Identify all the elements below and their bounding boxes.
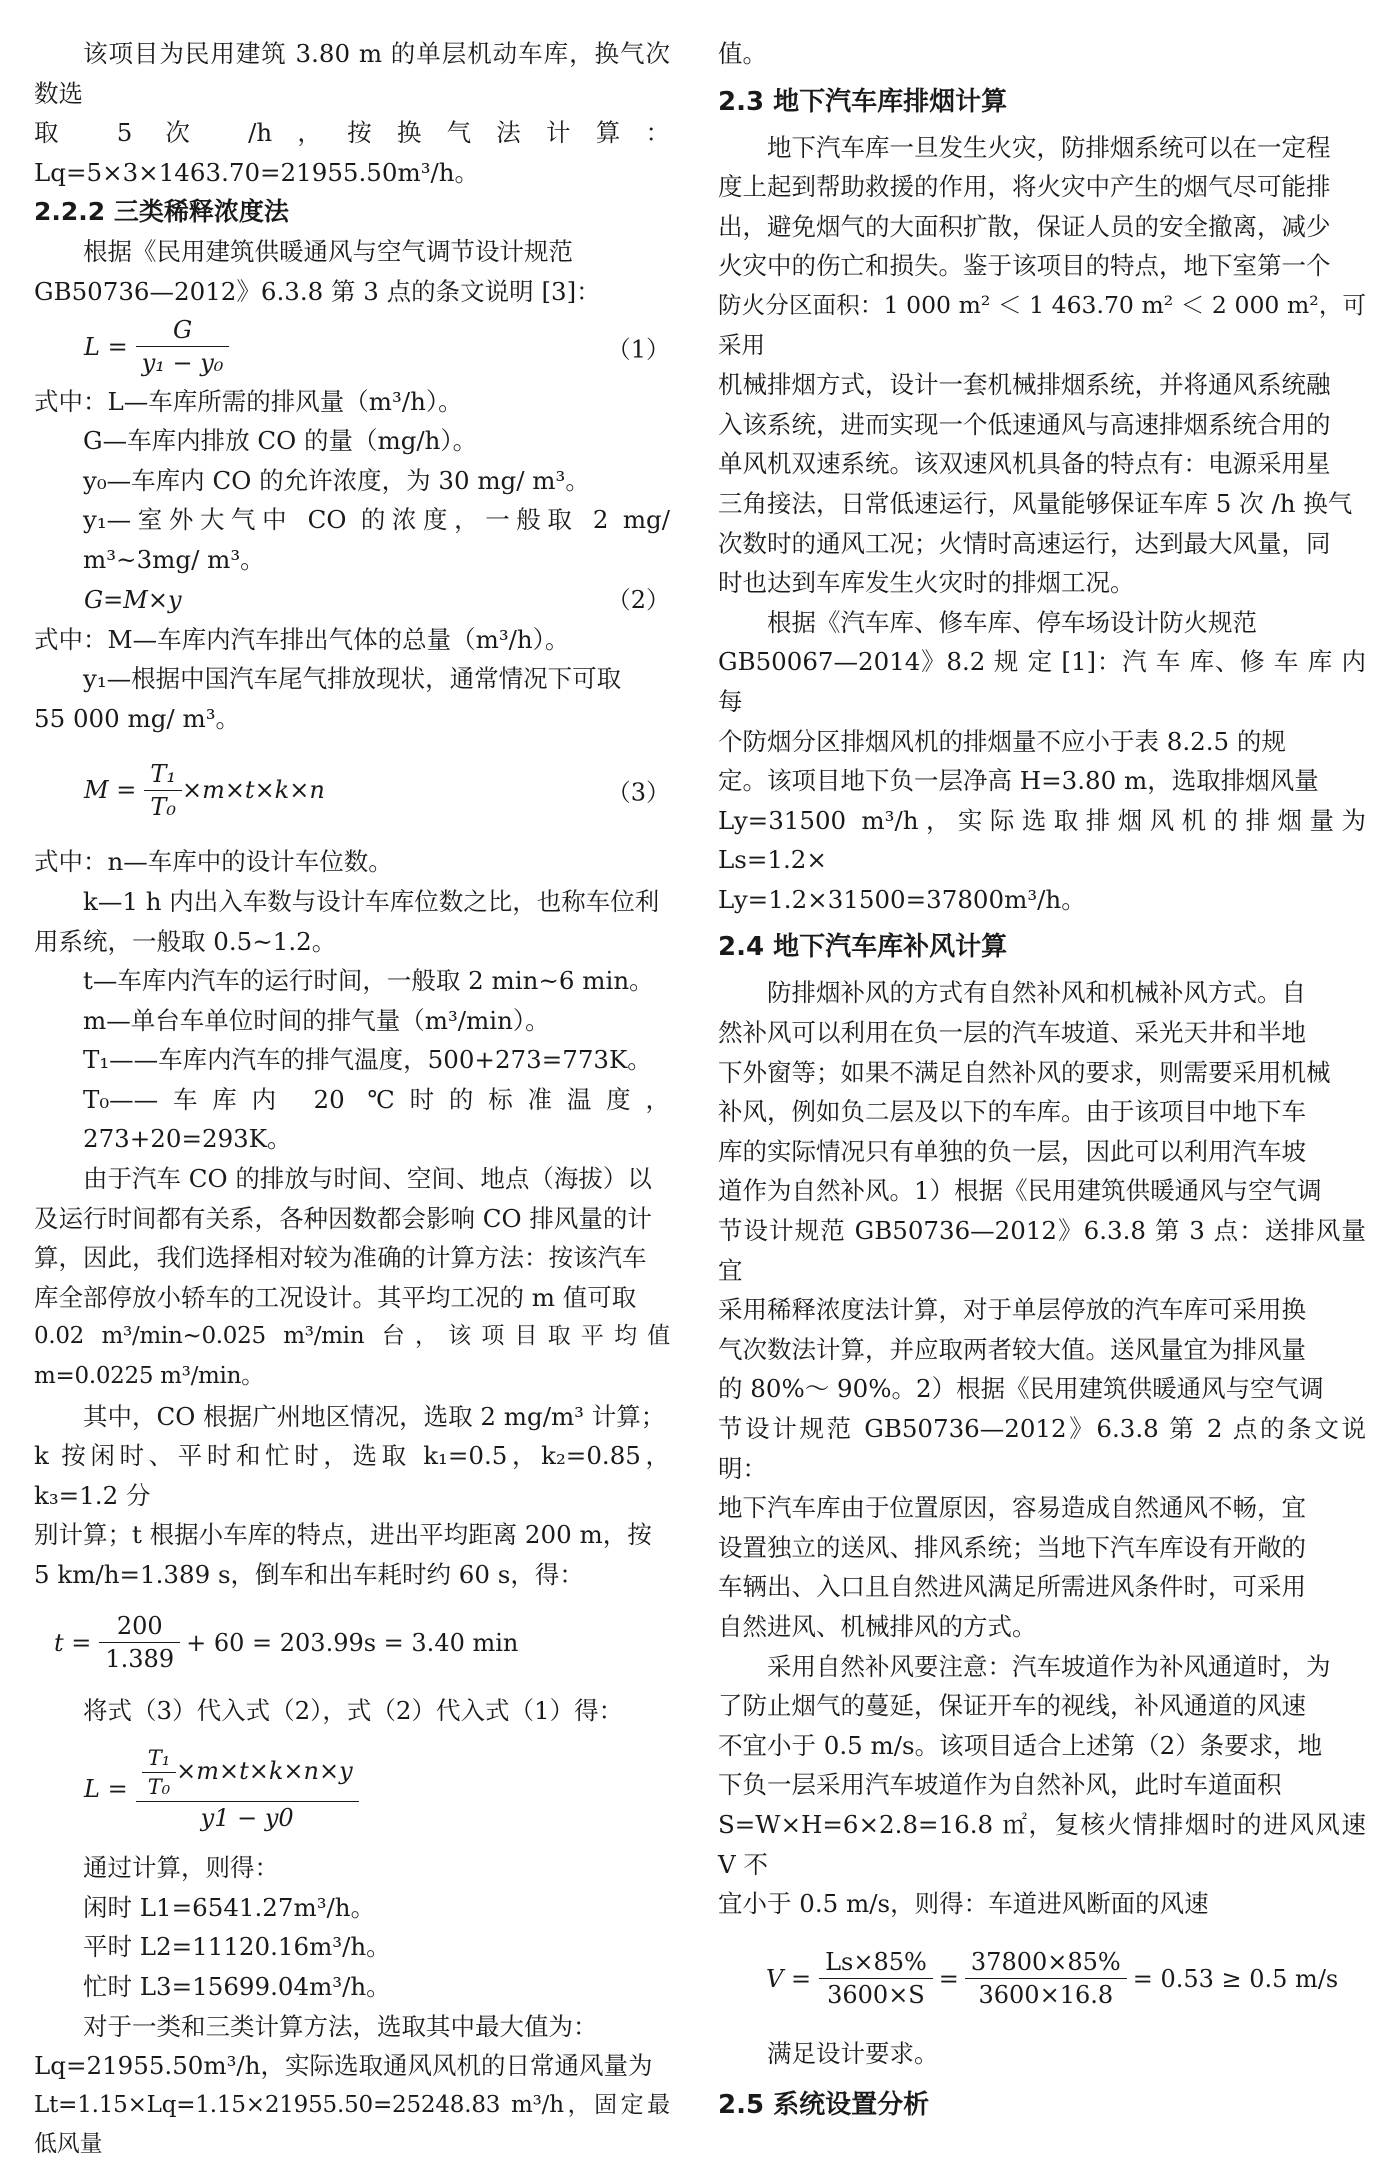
definition-line: y₁—根据中国汽车尾气排放现状，通常情况下可取	[83, 664, 622, 694]
right-column	[718, 34, 1366, 2131]
definition-line: k—1 h 内出入车数与设计车库位数之比，也称车位利	[83, 886, 660, 916]
section-heading-2-4: 2.4 地下汽车库补风计算	[718, 932, 1008, 963]
paragraph-line: 对于一类和三类计算方法，选取其中最大值为：	[83, 2011, 598, 2041]
paragraph-line: 其中，CO 根据广州地区情况，选取 2 mg/m³ 计算；	[83, 1401, 666, 1431]
inner-denominator: T₀	[147, 1775, 171, 1800]
paragraph-line: 然补风可以利用在负一层的汽车坡道、采光天井和半地	[718, 1018, 1306, 1048]
paragraph-line: 节设计规范 GB50736—2012》6.3.8 第 2 点的条文说明：	[718, 1414, 1366, 1483]
equation-fraction	[99, 1612, 180, 1673]
fraction-denominator: 1.389	[105, 1645, 175, 1674]
paragraph-line: 入该系统，进而实现一个低速通风与高速排烟系统合用的	[718, 409, 1331, 439]
equation-rest: + 60 = 203.99s = 3.40 min	[186, 1628, 519, 1657]
paragraph-line: 节设计规范 GB50736—2012》6.3.8 第 3 点：送排风量宜	[718, 1216, 1366, 1285]
paragraph-line: 车辆出、入口且自然进风满足所需进风条件时，可采用	[718, 1572, 1306, 1602]
fraction-denominator: y₁ − y₀	[141, 349, 224, 378]
definition-line: 式中：n—车库中的设计车位数。	[34, 847, 393, 877]
paragraph-line: 道作为自然补风。1）根据《民用建筑供暖通风与空气调	[718, 1176, 1322, 1206]
paragraph-line: 0.02 m³/min~0.025 m³/min 台，该项目取平均值 m=0.0225 m³/min。	[34, 1323, 670, 1390]
definition-line: T₀——车库内 20 ℃时的标准温度，273+20=293K。	[83, 1084, 670, 1154]
paragraph-line: 自然进风、机械排风的方式。	[718, 1611, 1037, 1641]
paragraph-line: 地下汽车库由于位置原因，容易造成自然通风不畅，宜	[718, 1493, 1306, 1523]
paragraph-line: 该项目为民用建筑 3.80 m 的单层机动车库，换气次数选	[34, 39, 670, 108]
fraction-denominator: 3600×S	[827, 1981, 925, 2010]
paragraph-line: 防火分区面积：1 000 m² ＜ 1 463.70 m² ＜ 2 000 m²，可采用	[718, 290, 1366, 359]
paragraph-line: 别计算；t 根据小车库的特点，进出平均距离 200 m，按	[34, 1520, 652, 1550]
paragraph-line: 出，避免烟气的大面积扩散，保证人员的安全撤离，减少	[718, 211, 1331, 241]
definition-line: 式中：L—车库所需的排风量（m³/h）。	[34, 386, 463, 416]
inner-fraction	[142, 1746, 176, 1799]
equation-body: G=M×y	[84, 585, 182, 614]
paragraph-line: S=W×H=6×2.8=16.8 ㎡，复核火情排烟时的进风风速 V 不	[718, 1809, 1366, 1879]
paragraph-line: 根据《民用建筑供暖通风与空气调节设计规范	[83, 237, 573, 267]
paragraph-line: 下外窗等；如果不满足自然补风的要求，则需要采用机械	[718, 1057, 1331, 1087]
paragraph-line: Ly=1.2×31500=37800m³/h。	[718, 884, 1086, 914]
definition-line: 55 000 mg/ m³。	[34, 703, 241, 733]
definition-line: t—车库内汽车的运行时间，一般取 2 min~6 min。	[83, 966, 654, 996]
fraction-numerator: G	[136, 316, 230, 347]
equation-number: （3）	[606, 778, 670, 807]
equation-lhs: L =	[84, 1775, 128, 1804]
paragraph-line: 机械排烟方式，设计一套机械排烟系统，并将通风系统融	[718, 370, 1331, 400]
section-heading-2-5: 2.5 系统设置分析	[718, 2090, 930, 2121]
result-line: 平时 L2=11120.16m³/h。	[83, 1932, 391, 1962]
paragraph-line: 及运行时间都有关系，各种因数都会影响 CO 排风量的计	[34, 1203, 652, 1233]
definition-line: y₁—室外大气中 CO 的浓度，一般取 2 mg/ m³~3mg/ m³。	[83, 505, 670, 574]
paragraph-line: 度上起到帮助救援的作用，将火灾中产生的烟气尽可能排	[718, 172, 1331, 202]
paragraph-line: 通过计算，则得：	[83, 1853, 279, 1883]
equation-3	[34, 738, 670, 842]
fraction-numerator: Ls×85%	[819, 1948, 933, 1979]
paragraph-line: GB50067—2014》8.2 规 定 [1]：汽 车 库、修 车 库 内 每	[718, 647, 1366, 716]
equation-fraction	[819, 1948, 933, 2009]
equation-fraction	[136, 1746, 359, 1832]
paragraph-line: Ly=31500 m³/h，实际选取排烟风机的排烟量为 Ls=1.2×	[718, 805, 1366, 875]
paragraph-line: 时也达到车库发生火灾时的排烟工况。	[718, 568, 1135, 598]
paragraph-line: 5 km/h=1.389 s，倒车和出车耗时约 60 s，得：	[34, 1560, 584, 1589]
paragraph-line: 将式（3）代入式（2），式（2）代入式（1）得：	[83, 1695, 624, 1725]
paragraph-line: Lq=21955.50m³/h，实际选取通风风机的日常通风量为	[34, 2051, 653, 2081]
equation-lhs: V =	[766, 1964, 812, 1993]
paragraph-line: 不宜小于 0.5 m/s。该项目适合上述第（2）条要求，地	[718, 1730, 1323, 1760]
paragraph-line: 根据《汽车库、修车库、停车场设计防火规范	[767, 607, 1257, 637]
section-heading-2-3: 2.3 地下汽车库排烟计算	[718, 86, 1008, 117]
fraction-numerator: 37800×85%	[965, 1948, 1127, 1979]
equation-lhs: t =	[54, 1628, 92, 1657]
paragraph-line: 三角接法，日常低速运行，风量能够保证车库 5 次 /h 换气	[718, 488, 1353, 518]
equation-rest: = 0.53 ≥ 0.5 m/s	[1132, 1964, 1339, 1993]
paragraph-line: 值。	[718, 39, 767, 68]
inner-numerator: T₁	[142, 1746, 176, 1773]
left-column	[34, 34, 670, 2165]
definition-line: y₀—车库内 CO 的允许浓度，为 30 mg/ m³。	[83, 465, 590, 495]
paragraph-line: 次数时的通风工况；火情时高速运行，达到最大风量，同	[718, 528, 1331, 558]
paragraph-line: 满足设计要求。	[767, 2038, 939, 2068]
paragraph-line: 气次数法计算，并应取两者较大值。送风量宜为排风量	[718, 1334, 1306, 1364]
paragraph-line: GB50736—2012》6.3.8 第 3 点的条文说明 [3]：	[34, 276, 601, 306]
paragraph-line: 定。该项目地下负一层净高 H=3.80 m，选取排烟风量	[718, 766, 1319, 796]
section-heading-2-2-2: 2.2.2 三类稀释浓度法	[34, 197, 289, 227]
equals-sign: =	[938, 1964, 959, 1993]
equation-4	[34, 1595, 670, 1691]
equation-lhs: M =	[84, 776, 137, 805]
result-line: 闲时 L1=6541.27m³/h。	[83, 1892, 376, 1922]
fraction-numerator	[136, 1746, 359, 1802]
equation-number: （1）	[606, 335, 670, 364]
paragraph-line: 宜小于 0.5 m/s，则得：车道进风断面的风速	[718, 1889, 1209, 1919]
equation-fraction	[136, 316, 230, 377]
definition-line: T₁——车库内汽车的排气温度，500+273=773K。	[83, 1045, 652, 1075]
paragraph-line: 采用自然补风要注意：汽车坡道作为补风通道时，为	[767, 1651, 1331, 1681]
paragraph-line: Lt=1.15×Lq=1.15×21955.50=25248.83 m³/h，固定最低风量	[34, 2091, 670, 2158]
definition-line: 用系统，一般取 0.5~1.2。	[34, 926, 337, 956]
equation-6	[718, 1924, 1366, 2034]
paragraph-line: 地下汽车库一旦发生火灾，防排烟系统可以在一定程	[767, 132, 1331, 162]
equation-fraction	[144, 760, 182, 821]
fraction-denominator: 3600×16.8	[978, 1981, 1114, 2010]
paragraph-line: 火灾中的伤亡和损失。鉴于该项目的特点，地下室第一个	[718, 251, 1331, 281]
numerator-rest: ×m×t×k×n×y	[176, 1757, 353, 1786]
result-line: 忙时 L3=15699.04m³/h。	[83, 1971, 391, 2001]
fraction-denominator: y1 − y0	[200, 1804, 294, 1833]
paragraph-line: 防排烟补风的方式有自然补风和机械补风方式。自	[767, 978, 1306, 1008]
paragraph-line: 了防止烟气的蔓延，保证开车的视线，补风通道的风速	[718, 1691, 1306, 1721]
equation-rest: ×m×t×k×n	[181, 776, 325, 805]
paragraph-line: 库的实际情况只有单独的负一层，因此可以利用汽车坡	[718, 1136, 1306, 1166]
equation-lhs: L =	[84, 332, 128, 361]
equation-1	[34, 312, 670, 382]
equation-number: （2）	[606, 585, 670, 614]
paragraph-line: k 按闲时、平时和忙时，选取 k₁=0.5，k₂=0.85，k₃=1.2 分	[34, 1441, 670, 1510]
fraction-numerator: T₁	[144, 760, 182, 791]
paragraph-line: 的 80%～ 90%。2）根据《民用建筑供暖通风与空气调	[718, 1374, 1324, 1404]
paragraph-line: 算，因此，我们选择相对较为准确的计算方法：按该汽车	[34, 1243, 647, 1273]
fraction-numerator: 200	[99, 1612, 180, 1643]
paragraph-line: 补风，例如负二层及以下的车库。由于该项目中地下车	[718, 1097, 1306, 1127]
paragraph-line: 由于汽车 CO 的排放与时间、空间、地点（海拔）以	[83, 1164, 652, 1194]
equation-fraction	[965, 1948, 1127, 2009]
paragraph-line: 单风机双速系统。该双速风机具备的特点有：电源采用星	[718, 449, 1331, 479]
equation-5	[34, 1730, 670, 1848]
fraction-denominator: T₀	[150, 792, 176, 821]
paragraph-line: 个防烟分区排烟风机的排烟量不应小于表 8.2.5 的规	[718, 726, 1286, 756]
definition-line: 式中：M—车库内汽车排出气体的总量（m³/h）。	[34, 624, 570, 654]
paragraph-line: 下负一层采用汽车坡道作为自然补风，此时车道面积	[718, 1770, 1282, 1800]
equation-2	[34, 580, 670, 620]
paragraph-line: 取 5 次 /h，按换气法计算：Lq=5×3×1463.70=21955.50m³/h。	[34, 118, 670, 187]
definition-line: m—单台车单位时间的排气量（m³/min）。	[83, 1005, 550, 1035]
paragraph-line: 设置独立的送风、排风系统；当地下汽车库设有开敞的	[718, 1532, 1306, 1562]
paragraph-line: 采用稀释浓度法计算，对于单层停放的汽车库可采用换	[718, 1295, 1306, 1325]
definition-line: G—车库内排放 CO 的量（mg/h）。	[83, 426, 478, 456]
paragraph-line: 库全部停放小轿车的工况设计。其平均工况的 m 值可取	[34, 1282, 637, 1312]
